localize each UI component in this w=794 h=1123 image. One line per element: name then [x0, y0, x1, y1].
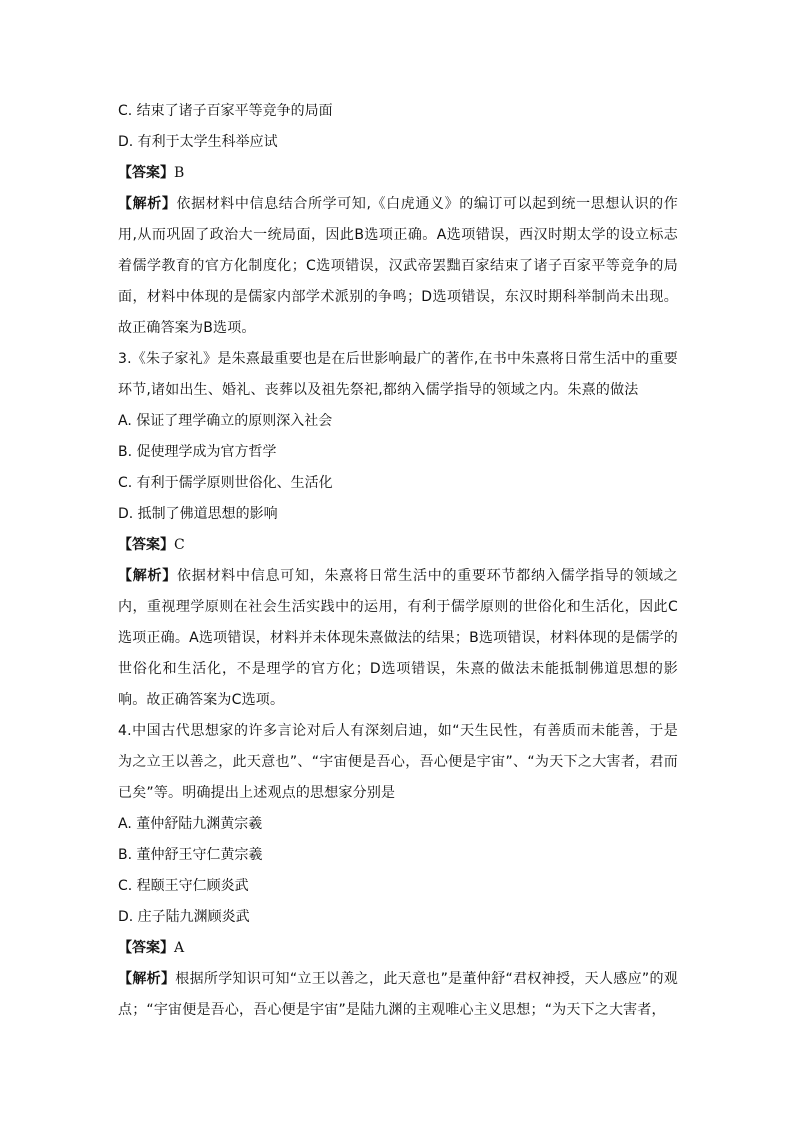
analysis-label: 【解析】: [118, 971, 176, 987]
q4-stem: 4.中国古代思想家的许多言论对后人有深刻启迪，如“天生民性，有善质而未能善，于是为之立王以善之，此天意也”、“宇宙便是吾心，吾心便是宇宙”、“为天下之大害者，君而已矣”等。明确提出上述观点的思想家分别是: [118, 723, 678, 801]
q3-stem: 3.《朱子家礼》是朱熹最重要也是在后世影响最广的著作,在书中朱熹将日常生活中的重要环节,诸如出生、婚礼、丧葬以及祖先祭祀,都纳入儒学指导的领域之内。朱熹的做法: [118, 351, 678, 398]
q3-option-b: B. 促使理学成为官方哲学: [118, 444, 277, 460]
q2-answer: [118, 158, 678, 189]
q3-option-a: A. 保证了理学确立的原则深入社会: [118, 413, 333, 429]
q4-answer: [118, 933, 678, 964]
answer-label: 【答案】: [118, 537, 174, 553]
q4-analysis: [118, 964, 678, 1026]
q4-option-c: C. 程颐王守仁顾炎武: [118, 878, 249, 894]
answer-label: 【答案】: [118, 165, 174, 181]
q4-option-b: B. 董仲舒王守仁黄宗羲: [118, 847, 263, 863]
analysis-label: 【解析】: [118, 196, 177, 212]
q2-option-d: D. 有利于太学生科举应试: [118, 134, 278, 150]
answer-value: A: [174, 940, 185, 956]
analysis-label: 【解析】: [118, 568, 178, 584]
answer-value: B: [174, 165, 185, 181]
q4-option-a: A. 董仲舒陆九渊黄宗羲: [118, 816, 263, 832]
answer-label: 【答案】: [118, 940, 174, 956]
q3-analysis: [118, 561, 678, 716]
analysis-text: 根据所学知识可知“立王以善之，此天意也”是董仲舒“君权神授，天人感应”的观点；“宇宙便是吾心，吾心便是宇宙”是陆九渊的主观唯心主义思想；“为天下之大害者，: [118, 971, 678, 1018]
answer-value: C: [174, 537, 185, 553]
analysis-text: 依据材料中信息结合所学可知,《白虎通义》的编订可以起到统一思想认识的作用,从而巩固了政治大一统局面，因此B选项正确。A选项错误，西汉时期太学的设立标志着儒学教育的官方化制度化；C选项错误，汉武帝罢黜百家结束了诸子百家平等竞争的局面，材料中体现的是儒家内部学术派别的争鸣；D选项错误，东汉时期科举制尚未出现。故正确答案为B选项。: [118, 196, 678, 336]
q3-option-c: C. 有利于儒学原则世俗化、生活化: [118, 475, 333, 491]
q3-option-d: D. 抵制了佛道思想的影响: [118, 506, 278, 522]
q4-option-d: D. 庄子陆九渊顾炎武: [118, 909, 250, 925]
q3-answer: [118, 530, 678, 561]
analysis-text: 依据材料中信息可知，朱熹将日常生活中的重要环节都纳入儒学指导的领域之内，重视理学原则在社会生活实践中的运用，有利于儒学原则的世俗化和生活化，因此C选项正确。A选项错误，材料并未体现朱熹做法的结果；B选项错误，材料体现的是儒学的世俗化和生活化，不是理学的官方化；D选项错误，朱熹的做法未能抵制佛道思想的影响。故正确答案为C选项。: [118, 568, 678, 708]
document-page: [118, 96, 678, 1026]
q2-option-c: C. 结束了诸子百家平等竞争的局面: [118, 103, 333, 119]
q2-analysis: [118, 189, 678, 344]
